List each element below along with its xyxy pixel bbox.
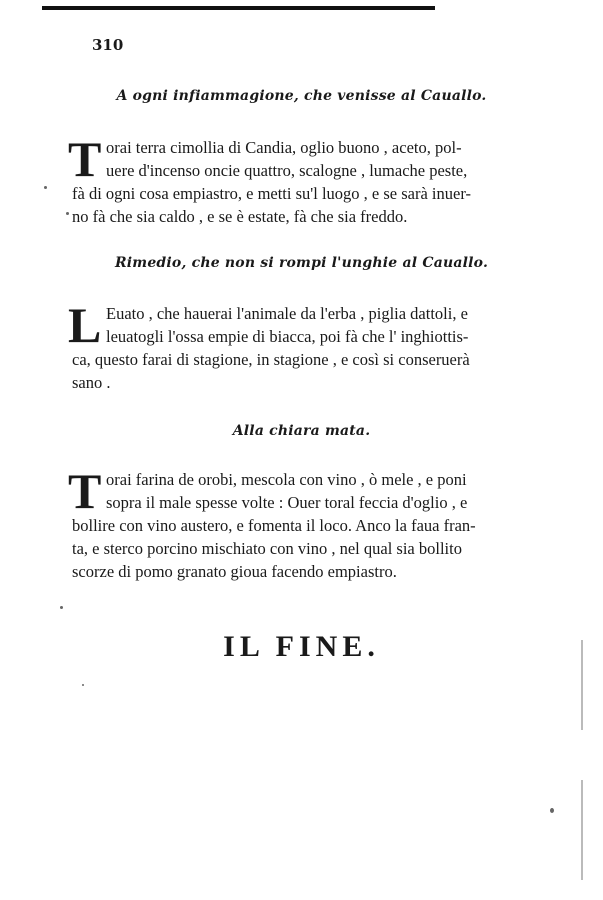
top-rule [42,6,435,10]
ink-speck [66,212,69,215]
section-paragraph [68,131,577,228]
drop-cap: L [68,297,102,353]
section-heading: A ogni infiammagione, che venisse al Cauallo. [116,88,487,104]
paragraph-line: Euato , che hauerai l'animale da l'erba , piglia dattoli, e [106,304,468,323]
paragraph-line: orai farina de orobi, mescola con vino , ò mele , e poni [106,470,467,489]
paragraph-line: leuatogli l'ossa empie di biacca, poi fà che l' inghiottis- [106,327,469,346]
paragraph-line: sano . [72,373,111,392]
paragraph-line: ca, questo farai di stagione, in stagione , e così si conseruerà [72,350,470,369]
section-paragraph [68,297,577,394]
section-heading: Rimedio, che non si rompi l'unghie al Cauallo. [114,255,489,271]
page-edge-shadow [581,780,583,880]
paragraph-line: sopra il male spesse volte : Ouer toral feccia d'oglio , e [106,493,468,512]
drop-cap: T [68,131,102,187]
page-edge-shadow [581,640,583,730]
section-heading: Alla chiara mata. [232,423,371,439]
drop-cap: T [68,463,102,519]
closing-title: IL FINE. [223,630,380,663]
paragraph-line: no fà che sia caldo , e se è estate, fà che sia freddo. [72,207,408,226]
paragraph-line: uere d'incenso oncie quattro, scalogne , lumache peste, [106,161,468,180]
ink-speck [550,808,554,813]
ink-speck [82,684,84,686]
paragraph-line: fà di ogni cosa empiastro, e metti su'l luogo , e se sarà inuer- [72,184,471,203]
paragraph-line: ta, e sterco porcino mischiato con vino , nel qual sia bollito [72,539,462,558]
paragraph-line: scorze di pomo granato gioua facendo empiastro. [72,562,397,581]
page-number: 310 [92,36,124,54]
ink-speck [60,606,63,609]
paragraph-line: orai terra cimollia di Candia, oglio buono , aceto, pol- [106,138,462,157]
ink-speck [44,186,47,189]
paragraph-line: bollire con vino austero, e fomenta il loco. Anco la faua fran- [72,516,476,535]
section-paragraph [68,463,577,583]
